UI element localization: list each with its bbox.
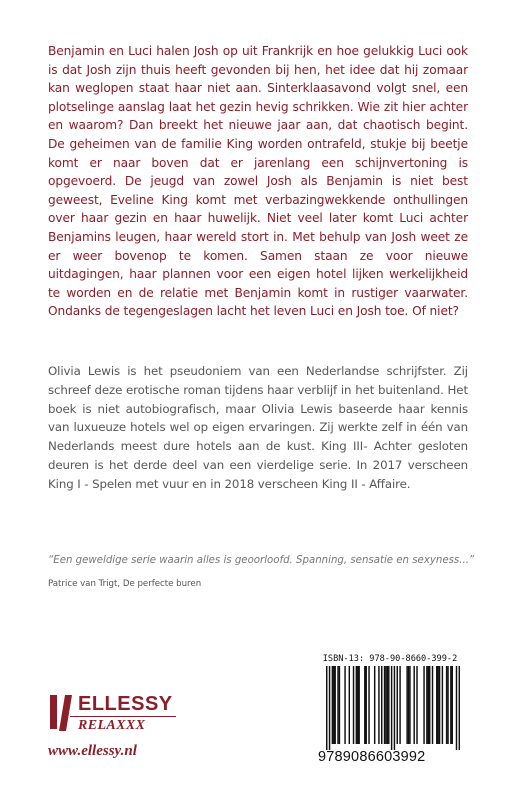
barcode-bar (437, 666, 438, 744)
barcode-bar (333, 666, 334, 744)
barcode-bar (428, 666, 429, 744)
barcode-bar (413, 666, 414, 744)
barcode-bar (326, 666, 327, 750)
publisher-logo-mark-icon (48, 693, 74, 733)
barcode-bar (409, 666, 410, 744)
barcode-bar (394, 666, 395, 750)
barcode-bar (456, 666, 457, 750)
publisher-imprint: RELAXXX (78, 718, 146, 733)
barcode-bar (447, 666, 448, 744)
synopsis-text: Benjamin en Luci halen Josh op uit Frankrijk en hoe gelukkig Luci ook is dat Josh zijn thuis heeft gevonden bij hen, het idee dat hij zomaar kan weglopen staat haar niet aan. Sinterklaasavond volgt snel, een plotselinge aanslag laat het gezin hevig schrikken. Wie zit hier achter en waarom? Dan breekt het nieuwe jaar aan, dat chaotisch begint. De geheimen van de familie King worden ontrafeld, stukje bij beetje komt er naar boven dat er jarenlang een schijnvertoning is opgevoerd. De jeugd van zowel Josh als Benjamin is niet best geweest, Eveline King komt met verbazingwekkende onthullingen over haar gezin en haar huwelijk. Niet veel later komt Luci achter Benjamins leugen, haar wereld stort in. Met behulp van Josh weet ze er weer bovenop te komen. Samen staan ze voor nieuwe uitdagingen, haar plannen voor een eigen hotel lijken werkelijkheid te worden en de relatie met Benjamin komt in rustiger vaarwater. Ondanks de tegengeslagen lacht het leven Luci en Josh toe. Of niet? (48, 44, 468, 319)
review-quote-author: Patrice van Trigt, De perfecte buren (48, 579, 202, 589)
barcode-bar (378, 666, 379, 744)
isbn-barcode (318, 654, 462, 770)
publisher-name: ELLESSY (78, 693, 173, 715)
barcode-bar (391, 666, 392, 750)
barcode-bar (384, 666, 385, 744)
publisher-logo-divider (70, 716, 176, 717)
barcode-bars (326, 666, 460, 750)
barcode-bar (406, 666, 407, 744)
barcode-bar (329, 666, 330, 750)
review-quote: “Een geweldige serie waarin alles is geoorloofd. Spanning, sensatie en sexyness...” (48, 555, 475, 566)
barcode-bar (374, 666, 375, 744)
publisher-website: www.ellessy.nl (48, 743, 137, 759)
ean-digits: 9789086603992 (318, 749, 426, 765)
barcode-bar (426, 666, 427, 744)
barcode-bar (442, 666, 443, 744)
isbn-label: ISBN-13: 978-90-8660-399-2 (322, 654, 458, 664)
barcode-bar (337, 666, 338, 744)
barcode-bar (332, 666, 333, 744)
barcode-bar (399, 666, 400, 744)
barcode-bar (356, 666, 357, 744)
barcode-bar (387, 666, 388, 744)
barcode-bar (364, 666, 365, 744)
barcode-bar (446, 666, 447, 744)
barcode-bar (344, 666, 345, 744)
barcode-bar (452, 666, 453, 744)
barcode-bar (358, 666, 359, 744)
barcode-bar (357, 666, 358, 744)
barcode-bar (365, 666, 366, 744)
barcode-bar (459, 666, 460, 750)
publisher-logo (48, 693, 208, 735)
barcode-bar (432, 666, 433, 744)
barcode-bar (385, 666, 386, 744)
barcode-bar (408, 666, 409, 744)
barcode-bar (429, 666, 430, 744)
barcode-bar (436, 666, 437, 744)
barcode-bar (439, 666, 440, 744)
barcode-bar (349, 666, 350, 744)
barcode-bar (450, 666, 451, 744)
barcode-bar (353, 666, 354, 744)
barcode-bar (416, 666, 417, 744)
barcode-bar (368, 666, 369, 744)
barcode-bar (423, 666, 424, 744)
barcode-bar (381, 666, 382, 744)
barcode-bar (334, 666, 335, 744)
about-author-text: Olivia Lewis is het pseudoniem van een Nederlandse schrijfster. Zij schreef deze erotische roman tijdens haar verblijf in het buitenland. Het boek is niet autobiografisch, maar Olivia Lewis baseerde haar kennis van luxueuze hotels wel op eigen ervaringen. Zij werkte zelf in één van Nederlands meest dure hotels aan de kust. King III- Achter gesloten deuren is het derde deel van een vierdelige serie. In 2017 verscheen King I - Spelen met vuur en in 2018 verscheen King II - Affaire. (48, 364, 468, 491)
barcode-bar (388, 666, 389, 744)
barcode-bar (339, 666, 340, 744)
barcode-bar (397, 666, 398, 744)
